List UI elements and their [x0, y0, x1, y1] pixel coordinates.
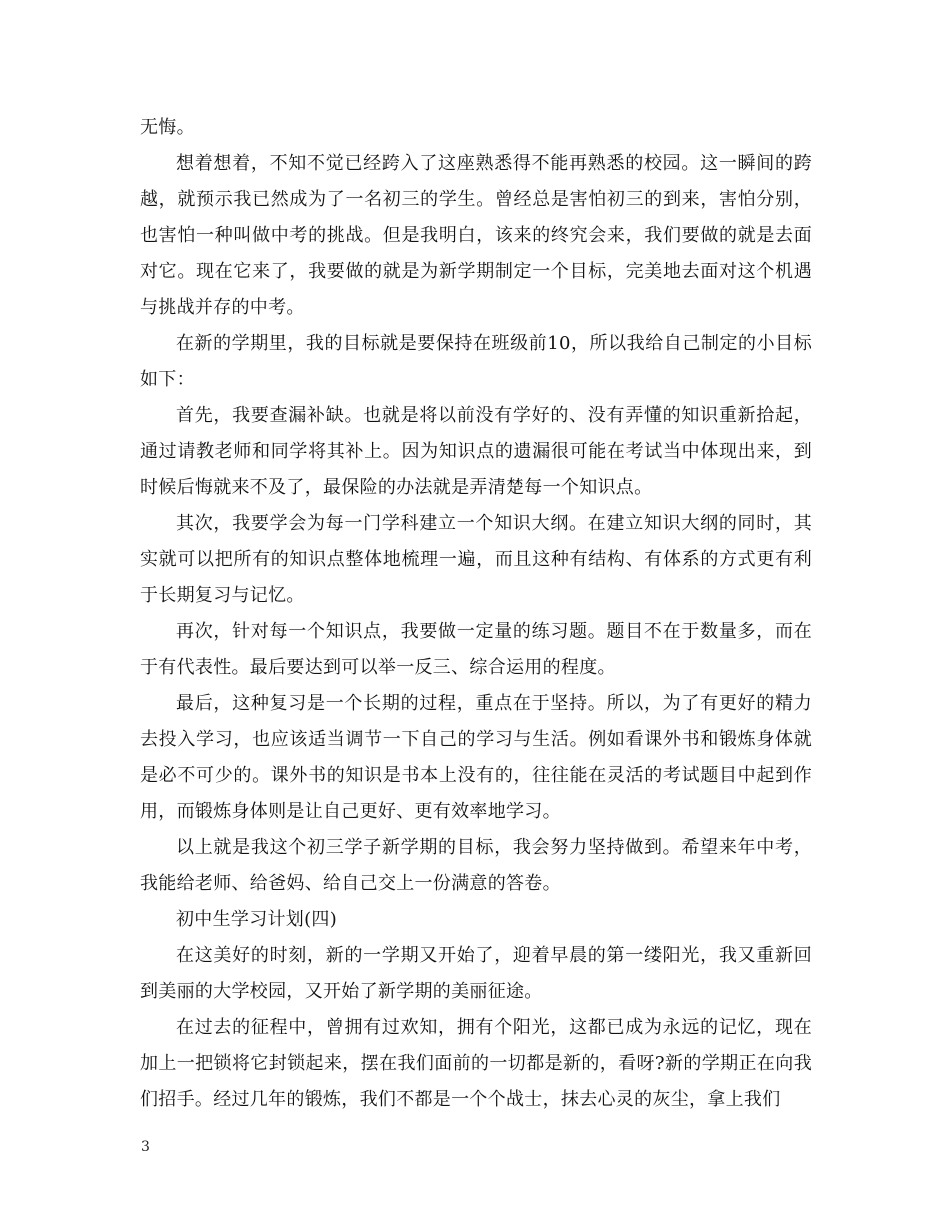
paragraph-1: 无悔。 — [140, 117, 195, 138]
page-number: 3 — [141, 1139, 150, 1155]
paragraph-6: 再次，针对每一个知识点，我要做一定量的练习题。题目不在于数量多，而在于有代表性。最后要达到可以举一反三、综合运用的程度。 — [140, 621, 812, 678]
paragraph-3: 在新的学期里，我的目标就是要保持在班级前10，所以我给自己制定的小目标如下： — [140, 333, 812, 390]
paragraph-5: 其次，我要学会为每一门学科建立一个知识大纲。在建立知识大纲的同时，其实就可以把所有的知识点整体地梳理一遍，而且这种有结构、有体系的方式更有利于长期复习与记忆。 — [140, 513, 812, 606]
paragraph-8: 以上就是我这个初三学子新学期的目标，我会努力坚持做到。希望来年中考，我能给老师、给爸妈、给自己交上一份满意的答卷。 — [140, 837, 812, 894]
section-heading: 初中生学习计划(四) — [176, 909, 338, 930]
document-body — [140, 110, 812, 1118]
paragraph-4: 首先，我要查漏补缺。也就是将以前没有学好的、没有弄懂的知识重新拾起，通过请教老师和同学将其补上。因为知识点的遗漏很可能在考试当中体现出来，到时候后悔就来不及了，最保险的办法就是弄清楚每一个知识点。 — [140, 405, 812, 498]
paragraph-2: 想着想着，不知不觉已经跨入了这座熟悉得不能再熟悉的校园。这一瞬间的跨越，就预示我已然成为了一名初三的学生。曾经总是害怕初三的到来，害怕分别，也害怕一种叫做中考的挑战。但是我明白，该来的终究会来，我们要做的就是去面对它。现在它来了，我要做的就是为新学期制定一个目标，完美地去面对这个机遇与挑战并存的中考。 — [140, 153, 812, 318]
paragraph-7: 最后，这种复习是一个长期的过程，重点在于坚持。所以，为了有更好的精力去投入学习，也应该适当调节一下自己的学习与生活。例如看课外书和锻炼身体就是必不可少的。课外书的知识是书本上没有的，往往能在灵活的考试题目中起到作用，而锻炼身体则是让自己更好、更有效率地学习。 — [140, 693, 812, 822]
paragraph-11: 在过去的征程中，曾拥有过欢知，拥有个阳光，这都已成为永远的记忆，现在加上一把锁将它封锁起来，摆在我们面前的一切都是新的，看呀?新的学期正在向我们招手。经过几年的锻炼，我们不都是一个个战士，抹去心灵的灰尘，拿上我们 — [140, 1017, 812, 1110]
paragraph-10: 在这美好的时刻，新的一学期又开始了，迎着早晨的第一缕阳光，我又重新回到美丽的大学校园，又开始了新学期的美丽征途。 — [140, 945, 812, 1002]
